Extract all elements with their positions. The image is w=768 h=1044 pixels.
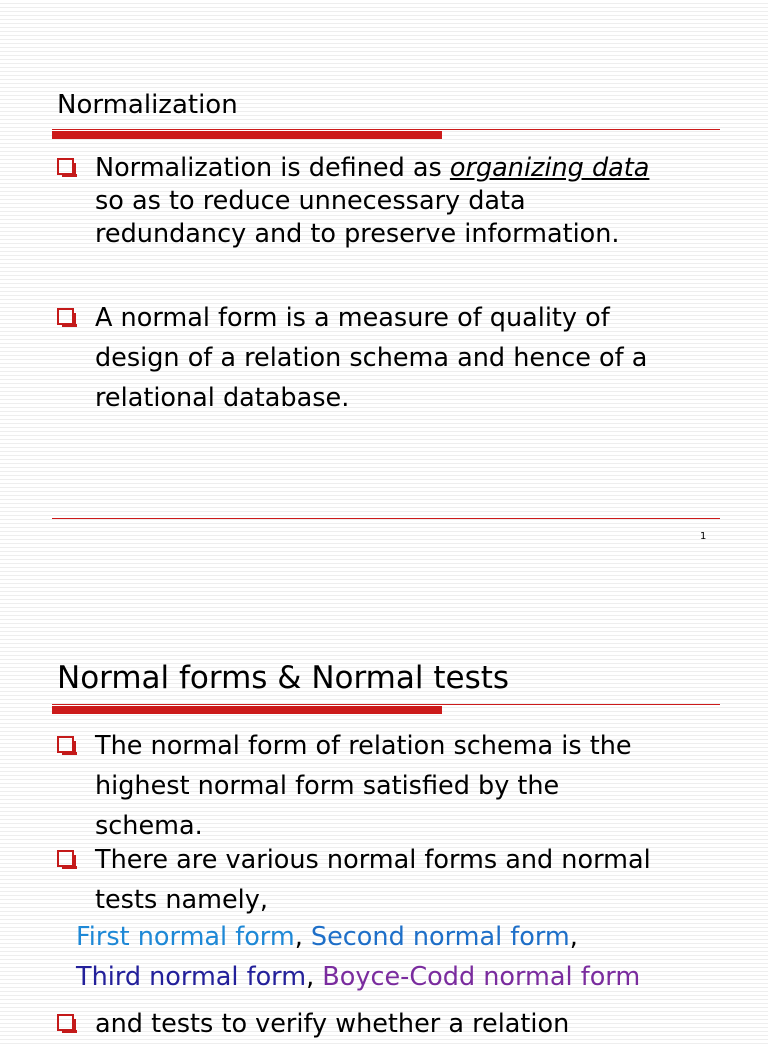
first-normal-form: First normal form <box>76 922 295 952</box>
title-underline <box>52 704 720 714</box>
slide-title: Normalization <box>57 90 238 120</box>
square-bullet-icon <box>57 736 74 753</box>
bullet-text-line: A normal form is a measure of quality of <box>95 303 610 333</box>
normal-forms-line-1 <box>76 922 578 952</box>
square-bullet-icon <box>57 1014 74 1031</box>
bullet-text-line: schema. <box>95 811 203 841</box>
square-bullet-icon <box>57 158 74 175</box>
bullet-text-line: and tests to verify whether a relation <box>95 1009 570 1039</box>
page-number: 1 <box>700 531 707 542</box>
bullet-text-line: so as to reduce unnecessary data <box>95 186 526 216</box>
bullet-text-line: tests namely, <box>95 885 268 915</box>
bullet-text-line: highest normal form satisfied by the <box>95 771 560 801</box>
bullet-tests-to-verify <box>57 1004 717 1044</box>
normal-forms-line-2 <box>76 962 640 992</box>
bullet-text-line: redundancy and to preserve information. <box>95 219 620 249</box>
square-bullet-icon <box>57 850 74 867</box>
third-normal-form: Third normal form <box>76 962 307 992</box>
separator: , <box>306 962 315 992</box>
boyce-codd-normal-form: Boyce-Codd normal form <box>322 962 641 992</box>
second-normal-form: Second normal form <box>310 922 570 952</box>
bullet-text-line: design of a relation schema and hence of a <box>95 343 648 373</box>
emphasis-organizing-data: organizing data <box>449 153 650 183</box>
separator: , <box>569 922 578 952</box>
bullet-text-line: The normal form of relation schema is the <box>95 731 632 761</box>
slide-title: Normal forms & Normal tests <box>57 660 510 696</box>
bullet-normal-form-measure <box>57 298 717 418</box>
title-underline <box>52 129 720 139</box>
bullet-normal-form-definition <box>57 726 717 846</box>
bullet-text-part: Normalization is defined as <box>95 153 450 183</box>
bullet-text-line: relational database. <box>95 383 350 413</box>
separator: , <box>294 922 303 952</box>
slide-normal-forms-tests <box>0 560 768 1039</box>
bullet-text-line: There are various normal forms and normal <box>95 845 651 875</box>
bullet-various-normal-forms <box>57 840 717 920</box>
square-bullet-icon <box>57 308 74 325</box>
bullet-normalization-definition <box>57 152 717 251</box>
footer-rule <box>52 518 720 519</box>
